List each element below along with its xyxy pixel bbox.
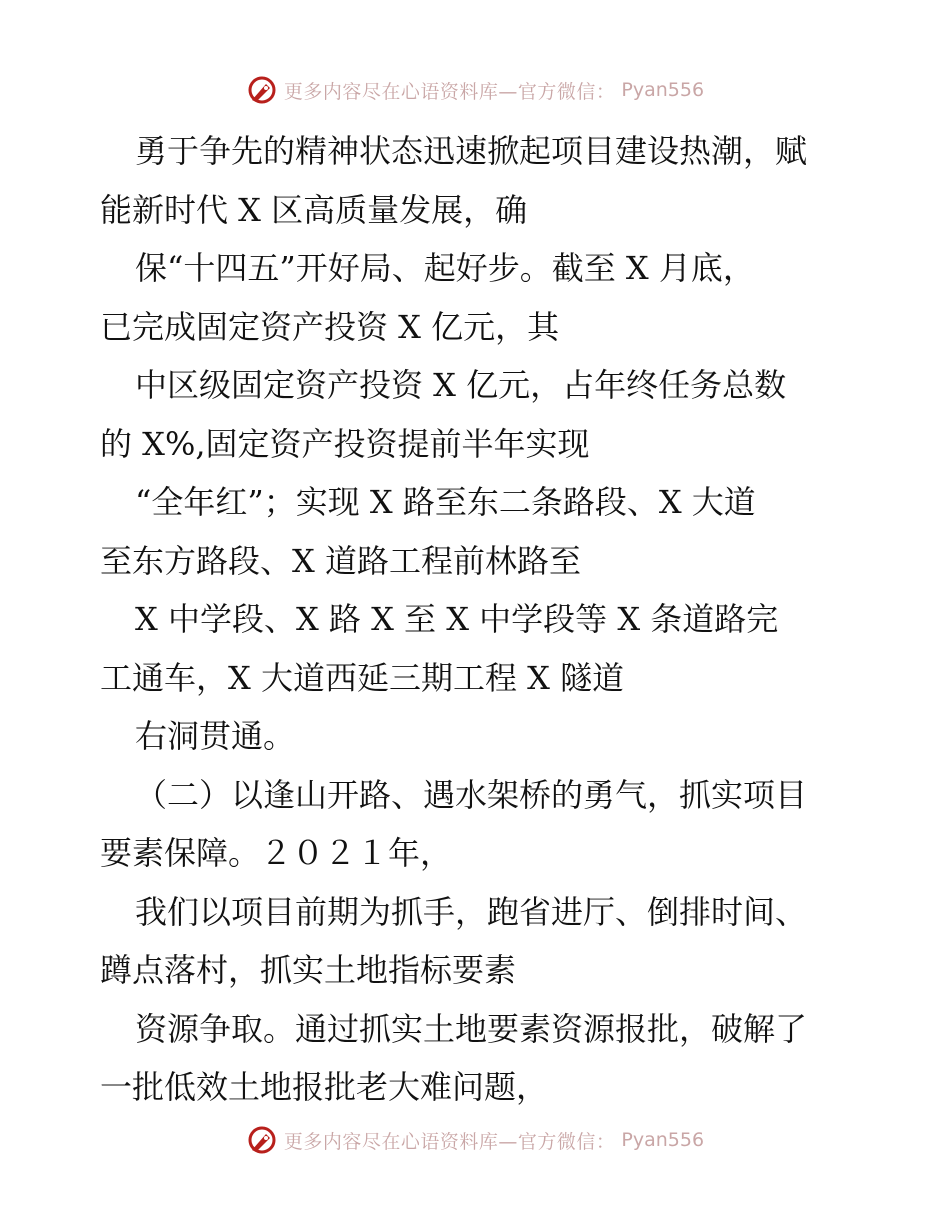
watermark-wechat-id: Pyan556 [621,1129,705,1151]
text-line: 已完成固定资产投资 X 亿元，其 [100,307,560,346]
watermark-content [246,74,704,106]
text-line: 至东方路段、X 道路工程前林路至 [100,541,581,580]
text-line: （二）以逢山开路、遇水架桥的勇气，抓实项目 [135,775,808,814]
text-line: 一批低效土地报批老大难问题， [100,1068,549,1106]
text-line: 蹲点落村，抓实土地指标要素 [100,951,517,989]
text-line: 资源争取。通过抓实土地要素资源报批，破解了 [135,1009,808,1048]
text-line: 保“十四五”开好局、起好步。截至 X 月底， [135,249,755,287]
text-line: 的 X%,固定资产投资提前半年实现 [100,424,590,463]
pen-nib-circle-icon [246,1124,278,1156]
text-line: 勇于争先的精神状态迅速掀起项目建设热潮，赋 [135,132,808,170]
watermark-banner-top [0,70,950,110]
watermark-wechat-id: Pyan556 [621,79,705,101]
text-line: “全年红”；实现 X 路至东二条路段、X 大道 [135,483,756,521]
document-body [100,122,870,1117]
watermark-text: 更多内容尽在心语资料库—官方微信： [283,1130,616,1153]
pen-nib-circle-icon [246,74,278,106]
text-line: 我们以项目前期为抓手，跑省进厅、倒排时间、 [135,892,808,931]
text-line: 工通车，X 大道西延三期工程 X 隧道 [100,658,625,697]
text-line: 能新时代 X 区高质量发展，确 [100,190,528,229]
text-line: 右洞贯通。 [135,717,296,755]
watermark-banner-bottom [0,1120,950,1160]
watermark-content [246,1124,704,1156]
watermark-text: 更多内容尽在心语资料库—官方微信： [283,80,616,103]
text-line: 中区级固定资产投资 X 亿元，占年终任务总数 [135,366,787,404]
text-line: 要素保障。２０２１年， [100,834,453,872]
text-line: X 中学段、X 路 X 至 X 中学段等 X 条道路完 [135,600,779,638]
